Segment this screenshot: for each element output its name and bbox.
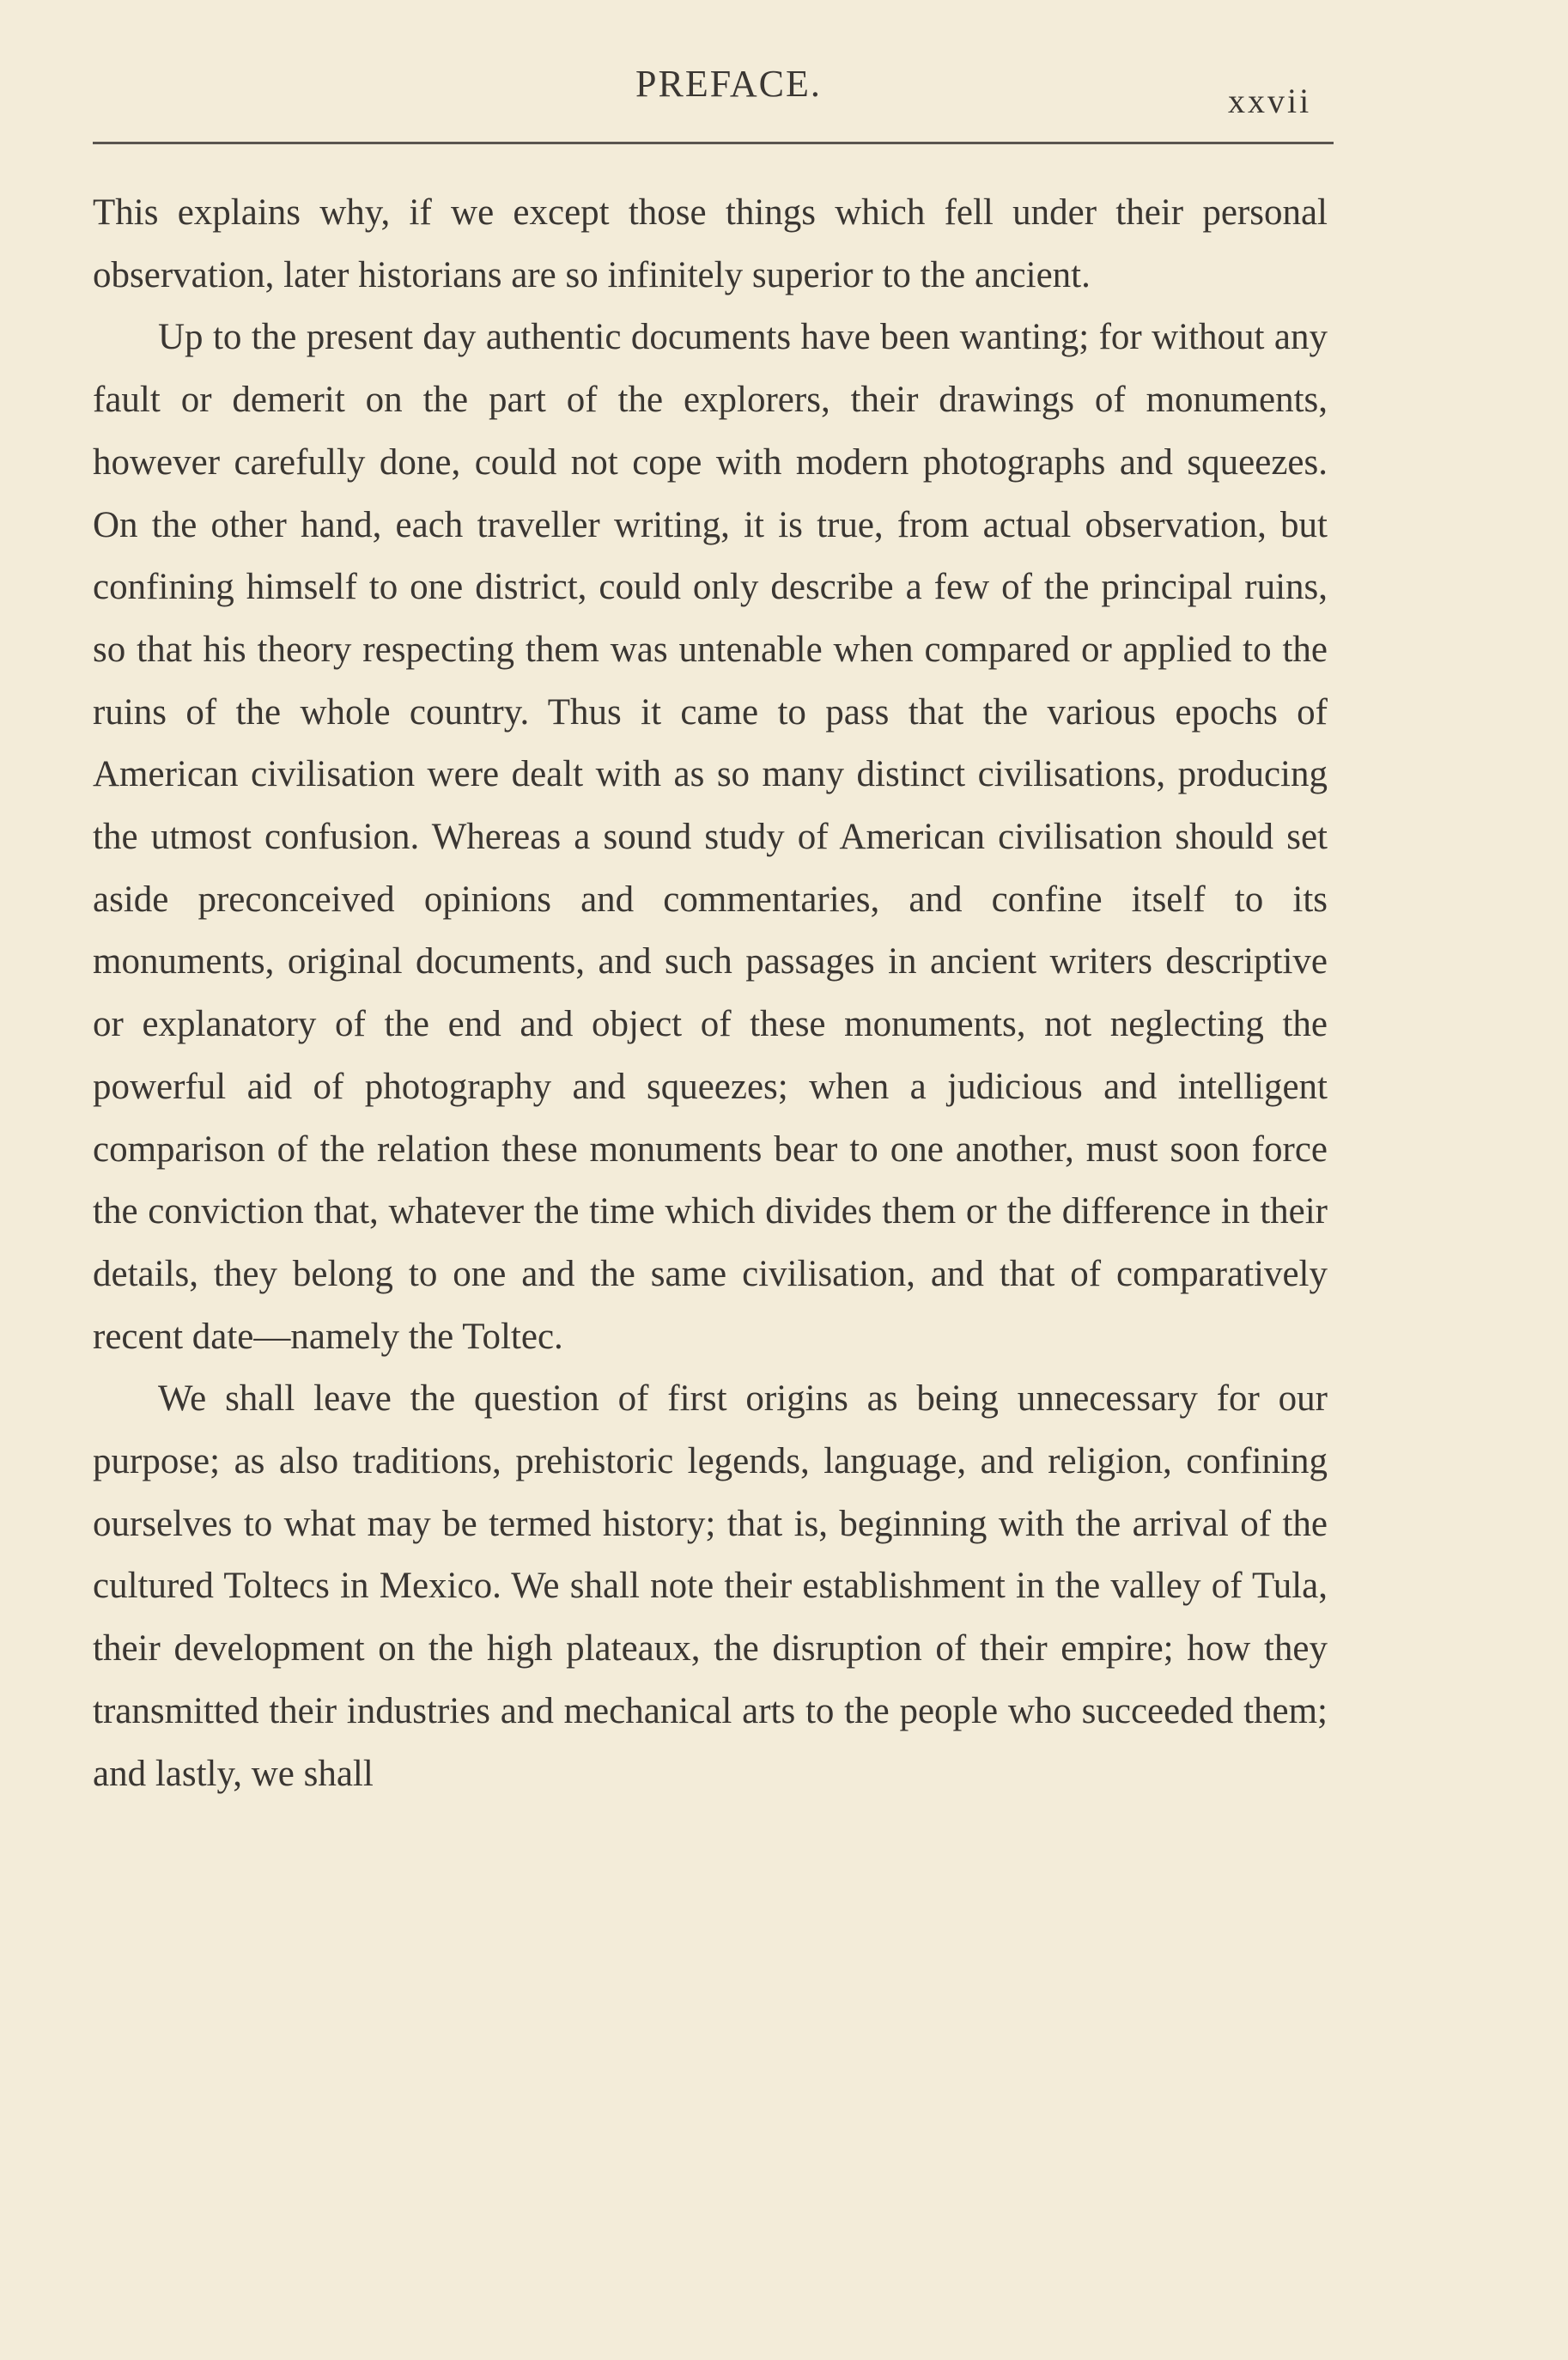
paragraph-2: Up to the present day authentic documents have been wanting; for without any fault or demerit on the part of the explorers, their drawings of monuments, however carefully done, could not cope with modern photographs and squeezes. On the other hand, each traveller writing, it is true, from actual observation, but confining himself to one district, could only describe a few of the principal ruins, so that his theory respecting them was untenable when compared or applied to the ruins of the whole country. Thus it came to pass that the various epochs of American civilisation were dealt with as so many distinct civilisations, producing the utmost confusion. Whereas a sound study of American civilisation should set aside preconceived opinions and commentaries, and confine itself to its monuments, original documents, and such passages in ancient writers descriptive or explanatory of the end and object of these monuments, not neglecting the powerful aid of photography and squeezes; when a judicious and intelligent comparison of the relation these monuments bear to one another, must soon force the conviction that, whatever the time which divides them or the difference in their details, they belong to one and the same civilisation, and that of comparatively recent date—namely the Toltec. <box>93 317 1328 1357</box>
header-rule <box>93 142 1334 144</box>
page-number: xxvii <box>1228 82 1312 120</box>
paragraph-1: This explains why, if we except those things which fell under their personal observation, later historians are so infinitely superior to the ancient. <box>93 192 1328 295</box>
running-header-title: PREFACE. <box>635 63 822 105</box>
body-text <box>93 182 1328 1805</box>
paragraph-3: We shall leave the question of first origins as being unnecessary for our purpose; as also traditions, prehistoric legends, language, and religion, confining ourselves to what may be termed history; that is, beginning with the arrival of the cultured Toltecs in Mexico. We shall note their establishment in the valley of Tula, their development on the high plateaux, the disruption of their empire; how they transmitted their industries and mechanical arts to the people who succeeded them; and lastly, we shall <box>93 1378 1328 1794</box>
